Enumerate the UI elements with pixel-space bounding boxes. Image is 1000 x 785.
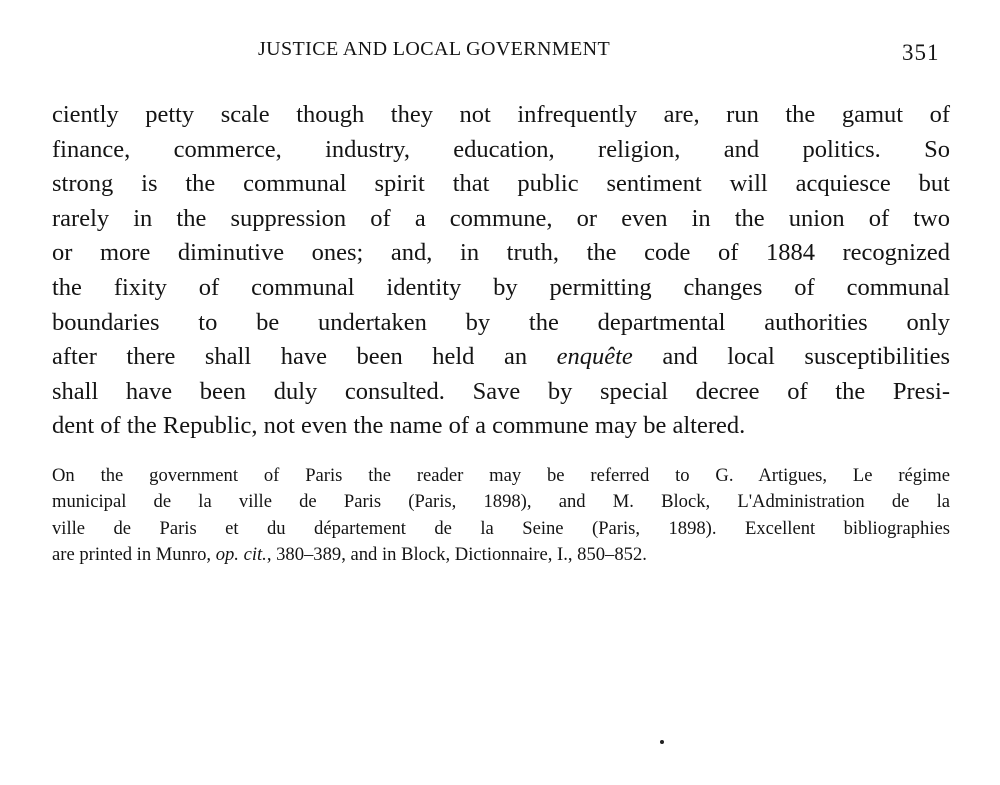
note-line (52, 542, 950, 568)
body-line: finance, commerce, industry, education, religion, and politics. So (52, 135, 950, 163)
italic-citation: op. cit. (215, 544, 267, 566)
body-line-text: and local susceptibilities (632, 343, 950, 371)
body-line: or more diminutive ones; and, in truth, the code of 1884 recognized (52, 239, 950, 267)
note-line: On the government of Paris the reader may be referred to G. Artigues, Le régime (52, 465, 950, 486)
body-line: ciently petty scale though they not infrequently are, run the gamut of (52, 101, 950, 128)
italic-term: enquête (556, 343, 633, 371)
running-head (0, 38, 1000, 68)
note-line-text: , 380–389, and in Block, Dictionnaire, I., 850–852. (266, 544, 647, 566)
body-line: strong is the communal spirit that public sentiment will acquiesce but (52, 170, 950, 198)
body-line: boundaries to be undertaken by the departmental authorities only (52, 308, 950, 336)
ink-speck (660, 740, 664, 744)
note-line-text: are printed in Munro, (52, 544, 216, 566)
body-line (52, 340, 950, 375)
note-line: ville de Paris et du département de la Seine (Paris, 1898). Excellent bibliographies (52, 517, 950, 539)
running-title: JUSTICE AND LOCAL GOVERNMENT (258, 38, 611, 60)
body-line: rarely in the suppression of a commune, or even in the union of two (52, 204, 950, 232)
body-line: shall have been duly consulted. Save by special decree of the Presi- (52, 377, 950, 405)
note-line: municipal de la ville de Paris (Paris, 1898), and M. Block, L'Administration de la (52, 491, 950, 513)
body-line-text: after there shall have been held an (52, 343, 557, 371)
page-number: 351 (902, 40, 940, 65)
bibliographic-note (52, 463, 950, 569)
body-line: dent of the Republic, not even the name of a commune may be altered. (52, 412, 746, 440)
body-line: the fixity of communal identity by permitting changes of communal (52, 273, 950, 301)
body-paragraph (52, 98, 950, 444)
